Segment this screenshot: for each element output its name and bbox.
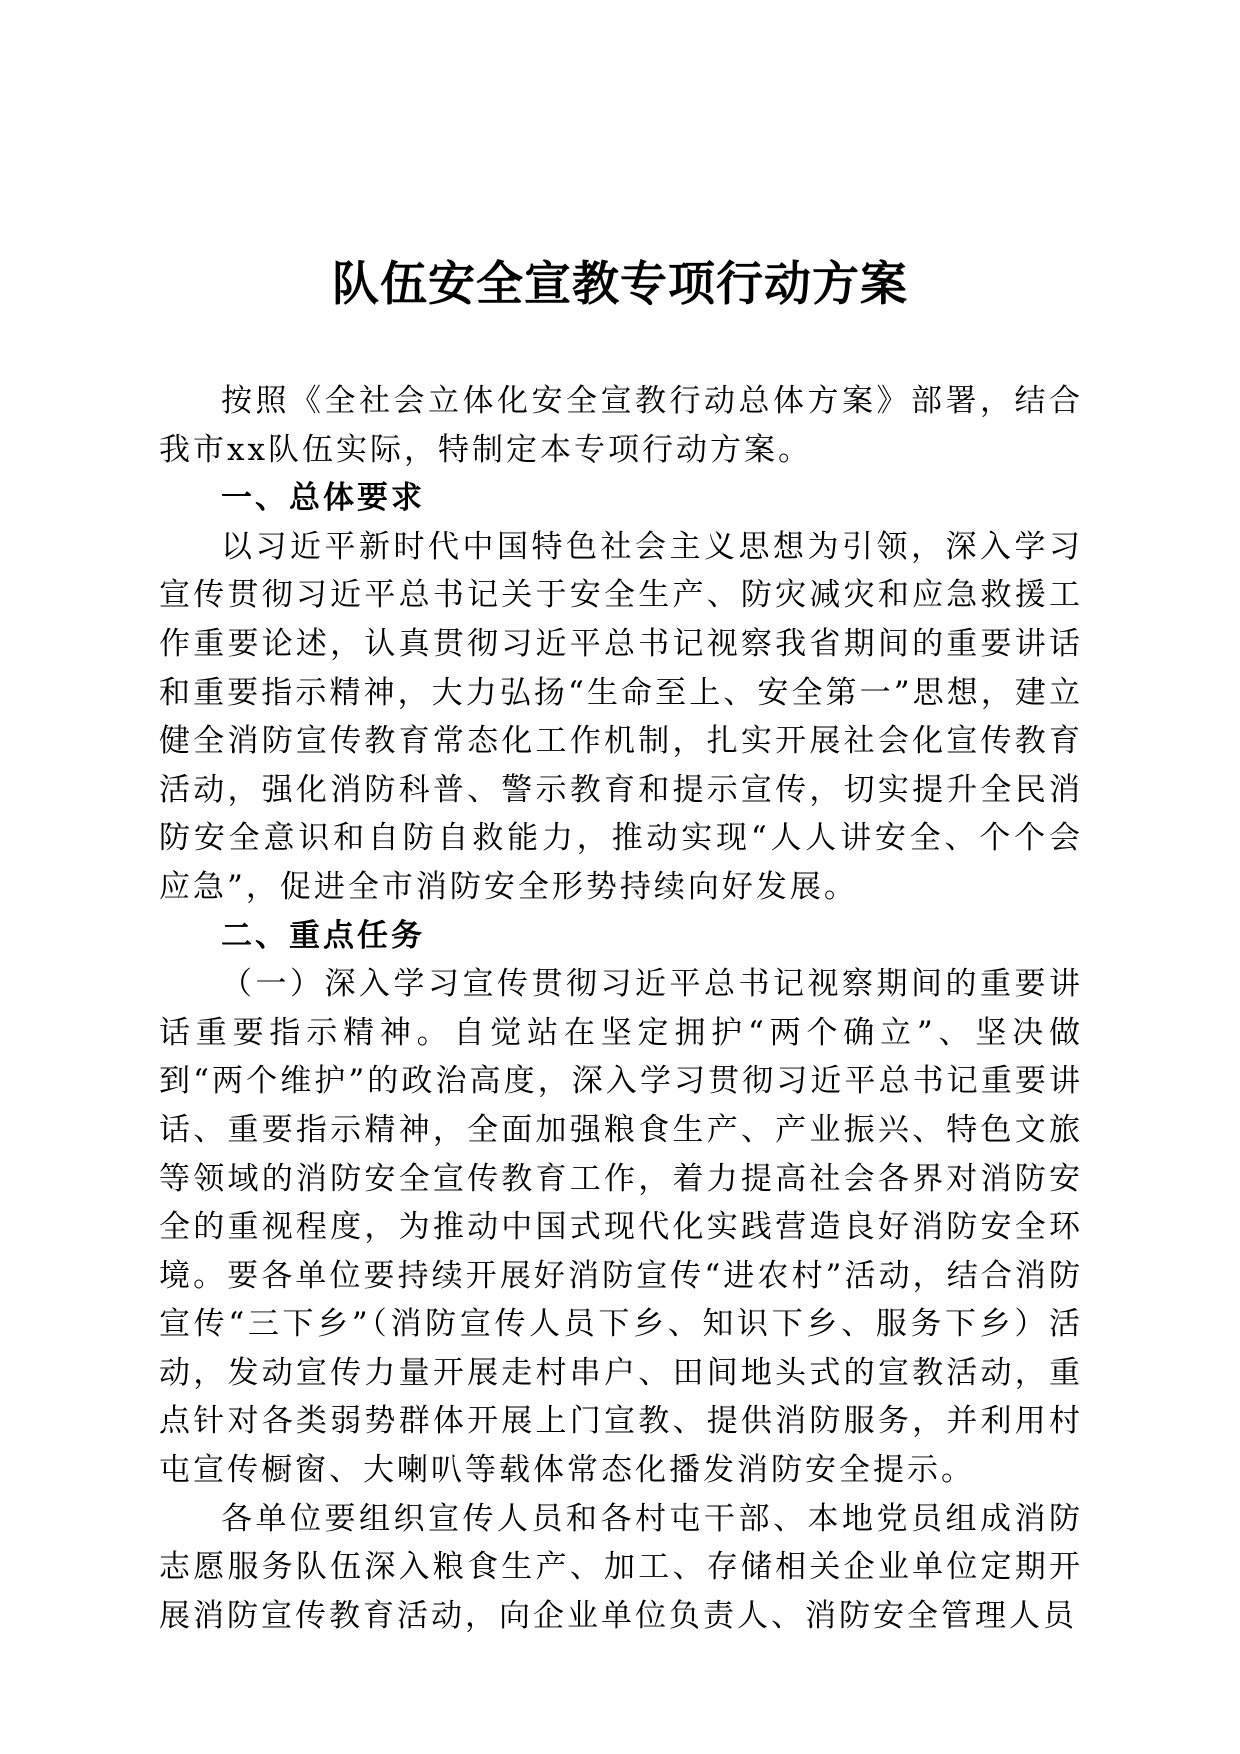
key-tasks-paragraph-1: （一）深入学习宣传贯彻习近平总书记视察期间的重要讲话重要指示精神。自觉站在坚定拥护“两个确立”、坚决做到“两个维护”的政治高度，深入学习贯彻习近平总书记重要讲话、重要指示精神，全面加强粮食生产、产业振兴、特色文旅等领域的消防安全宣传教育工作，着力提高社会各界对消防安全的重视程度，为推动中国式现代化实践营造良好消防安全环境。要各单位要持续开展好消防宣传“进农村”活动，结合消防宣传“三下乡”（消防宣传人员下乡、知识下乡、服务下乡）活动，发动宣传力量开展走村串户、田间地头式的宣教活动，重点针对各类弱势群体开展上门宣教、提供消防服务，并利用村屯宣传橱窗、大喇叭等载体常态化播发消防安全提示。 — [159, 966, 1083, 1489]
general-requirements-paragraph: 以习近平新时代中国特色社会主义思想为引领，深入学习宣传贯彻习近平总书记关于安全生产、防灾减灾和应急救援工作重要论述，认真贯彻习近平总书记视察我省期间的重要讲话和重要指示精神，大力弘扬“生命至上、安全第一”思想，建立健全消防宣传教育常态化工作机制，扎实开展社会化宣传教育活动，强化消防科普、警示教育和提示宣传，切实提升全民消防安全意识和自防自救能力，推动实现“人人讲安全、个个会应急”，促进全市消防安全形势持续向好发展。 — [159, 528, 1083, 905]
document-body — [159, 377, 1083, 1640]
key-tasks-paragraph-2: 各单位要组织宣传人员和各村屯干部、本地党员组成消防志愿服务队伍深入粮食生产、加工、存储相关企业单位定期开展消防宣传教育活动，向企业单位负责人、消防安全管理人员 — [159, 1500, 1083, 1634]
document-title: 队伍安全宣教专项行动方案 — [332, 257, 908, 312]
section-heading-key-tasks: 二、重点任务 — [221, 917, 425, 954]
section-heading-general-requirements: 一、总体要求 — [221, 480, 425, 517]
intro-paragraph: 按照《全社会立体化安全宣教行动总体方案》部署，结合我市xx队伍实际，特制定本专项行动方案。 — [159, 383, 1083, 468]
